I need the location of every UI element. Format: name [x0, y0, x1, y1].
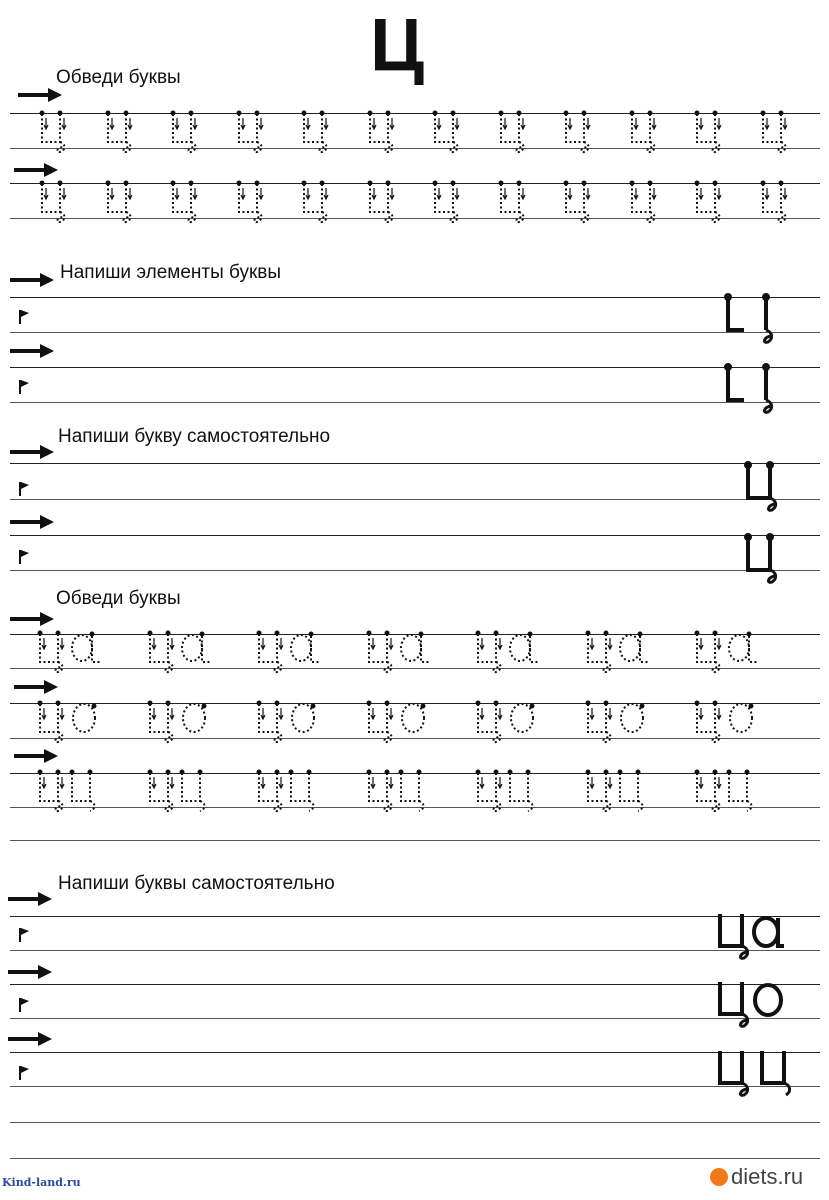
- trace-glyph: [169, 180, 203, 228]
- section-heading-write-letter: Напиши букву самостоятельно: [58, 426, 331, 447]
- trace-pair: [584, 700, 660, 748]
- trace-glyph: [497, 180, 531, 228]
- trace-glyph: [235, 180, 269, 228]
- arrow-right-icon: [10, 445, 54, 459]
- arrow-right-icon: [10, 273, 54, 287]
- trace-pair: [474, 700, 550, 748]
- trace-pair: [365, 700, 441, 748]
- trace-glyph: [759, 180, 793, 228]
- trace-pair: [693, 630, 769, 678]
- element-sample-row-2: [716, 360, 786, 420]
- pair-sample-co: [714, 976, 794, 1036]
- flag-icon: [18, 310, 30, 324]
- trace-glyph: [366, 110, 400, 158]
- trace-pair: [693, 700, 769, 748]
- trace-glyph: [300, 180, 334, 228]
- trace-glyph: [38, 180, 72, 228]
- trace-glyph: [169, 110, 203, 158]
- trace-glyph: [693, 180, 727, 228]
- trace-pair: [584, 630, 660, 678]
- flag-icon: [18, 550, 30, 564]
- trace-pair: [693, 769, 769, 817]
- trace-pair: [584, 769, 660, 817]
- arrow-right-icon: [10, 344, 54, 358]
- section-heading-elements: Напиши элементы буквы: [60, 262, 282, 283]
- trace-glyph: [431, 180, 465, 228]
- trace-glyph: [104, 110, 138, 158]
- trace-pair: [146, 630, 222, 678]
- trace-glyph: [759, 110, 793, 158]
- arrow-right-icon: [14, 163, 58, 177]
- arrow-right-icon: [10, 612, 54, 626]
- trace-glyph: [38, 110, 72, 158]
- flag-icon: [18, 998, 30, 1012]
- flag-icon: [18, 1066, 30, 1080]
- footer-source-right-text: diets.ru: [731, 1164, 804, 1189]
- flag-icon: [18, 380, 30, 394]
- trace-glyph: [235, 110, 269, 158]
- trace-glyph: [562, 180, 596, 228]
- section-heading-trace-2: Обведи буквы: [56, 588, 181, 609]
- title-letter: Ц: [370, 3, 425, 86]
- trace-glyph: [693, 110, 727, 158]
- trace-pair: [474, 630, 550, 678]
- trace-pair: [36, 630, 112, 678]
- trace-pair: [146, 700, 222, 748]
- trace-pair: [255, 700, 331, 748]
- trace-glyph: [431, 110, 465, 158]
- trace-glyph: [628, 180, 662, 228]
- trace-pair: [365, 630, 441, 678]
- trace-pair: [36, 700, 112, 748]
- footer-source-left: Kind-land.ru: [2, 1176, 81, 1189]
- section-heading-trace-1: Обведи буквы: [56, 67, 181, 88]
- pair-sample-ca: [714, 908, 794, 968]
- trace-glyph: [366, 180, 400, 228]
- trace-glyph: [628, 110, 662, 158]
- footer-source-right: [710, 1164, 803, 1190]
- flag-icon: [18, 928, 30, 942]
- arrow-right-icon: [8, 892, 52, 906]
- element-sample-row-1: [716, 290, 786, 350]
- section-heading-write-letters: Напиши буквы самостоятельно: [58, 873, 335, 894]
- trace-pair: [255, 769, 331, 817]
- letter-sample-row-2: [740, 530, 790, 590]
- trace-pair: [365, 769, 441, 817]
- arrow-right-icon: [14, 680, 58, 694]
- arrow-right-icon: [18, 88, 62, 102]
- pair-sample-cc: [714, 1045, 804, 1105]
- letter-sample-row-1: [740, 458, 790, 518]
- trace-glyph: [300, 110, 334, 158]
- trace-pair: [255, 630, 331, 678]
- arrow-right-icon: [8, 965, 52, 979]
- arrow-right-icon: [10, 515, 54, 529]
- trace-pair: [474, 769, 550, 817]
- trace-pair: [36, 769, 112, 817]
- arrow-right-icon: [8, 1032, 52, 1046]
- trace-glyph: [497, 110, 531, 158]
- apple-logo-icon: [710, 1168, 728, 1186]
- trace-glyph: [104, 180, 138, 228]
- arrow-right-icon: [14, 749, 58, 763]
- trace-pair: [146, 769, 222, 817]
- trace-glyph: [562, 110, 596, 158]
- flag-icon: [18, 482, 30, 496]
